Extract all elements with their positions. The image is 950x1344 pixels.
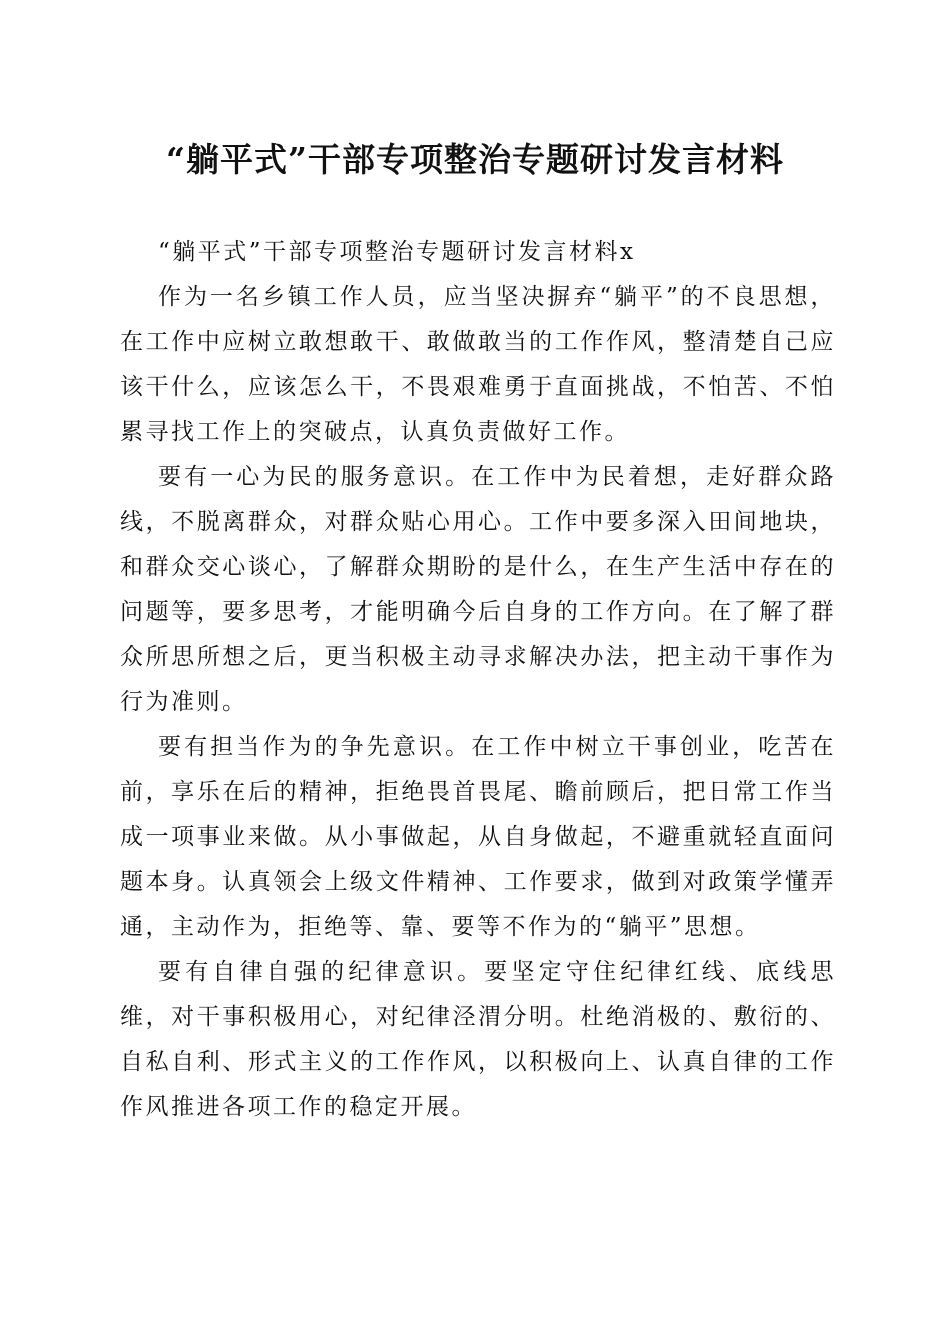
- document-title: “躺平式”干部专项整治专题研讨发言材料: [166, 140, 784, 179]
- document-body: [120, 230, 836, 1130]
- paragraph-service-awareness: 要有一心为民的服务意识。在工作中为民着想，走好群众路线，不脱离群众，对群众贴心用心。工作中要多深入田间地块，和群众交心谈心，了解群众期盼的是什么，在生产生活中存在的问题等，要多思考，才能明确今后自身的工作方向。在了解了群众所思所想之后，更当积极主动寻求解决办法，把主动干事作为行为准则。: [120, 464, 836, 715]
- paragraph-intro: 作为一名乡镇工作人员，应当坚决摒弃“躺平”的不良思想，在工作中应树立敢想敢干、敢做敢当的工作作风，整清楚自己应该干什么，应该怎么干，不畏艰难勇于直面挑战，不怕苦、不怕累寻找工作上的突破点，认真负责做好工作。: [120, 284, 836, 445]
- paragraph-discipline-awareness: 要有自律自强的纪律意识。要坚定守住纪律红线、底线思维，对干事积极用心，对纪律泾渭分明。杜绝消极的、敷衍的、自私自利、形式主义的工作作风，以积极向上、认真自律的工作作风推进各项工作的稳定开展。: [120, 959, 836, 1120]
- paragraph-subtitle: “躺平式”干部专项整治专题研讨发言材料x: [158, 239, 636, 265]
- paragraph-responsibility-awareness: 要有担当作为的争先意识。在工作中树立干事创业，吃苦在前，享乐在后的精神，拒绝畏首畏尾、瞻前顾后，把日常工作当成一项事业来做。从小事做起，从自身做起，不避重就轻直面问题本身。认真领会上级文件精神、工作要求，做到对政策学懂弄通，主动作为，拒绝等、靠、要等不作为的“躺平”思想。: [120, 734, 836, 940]
